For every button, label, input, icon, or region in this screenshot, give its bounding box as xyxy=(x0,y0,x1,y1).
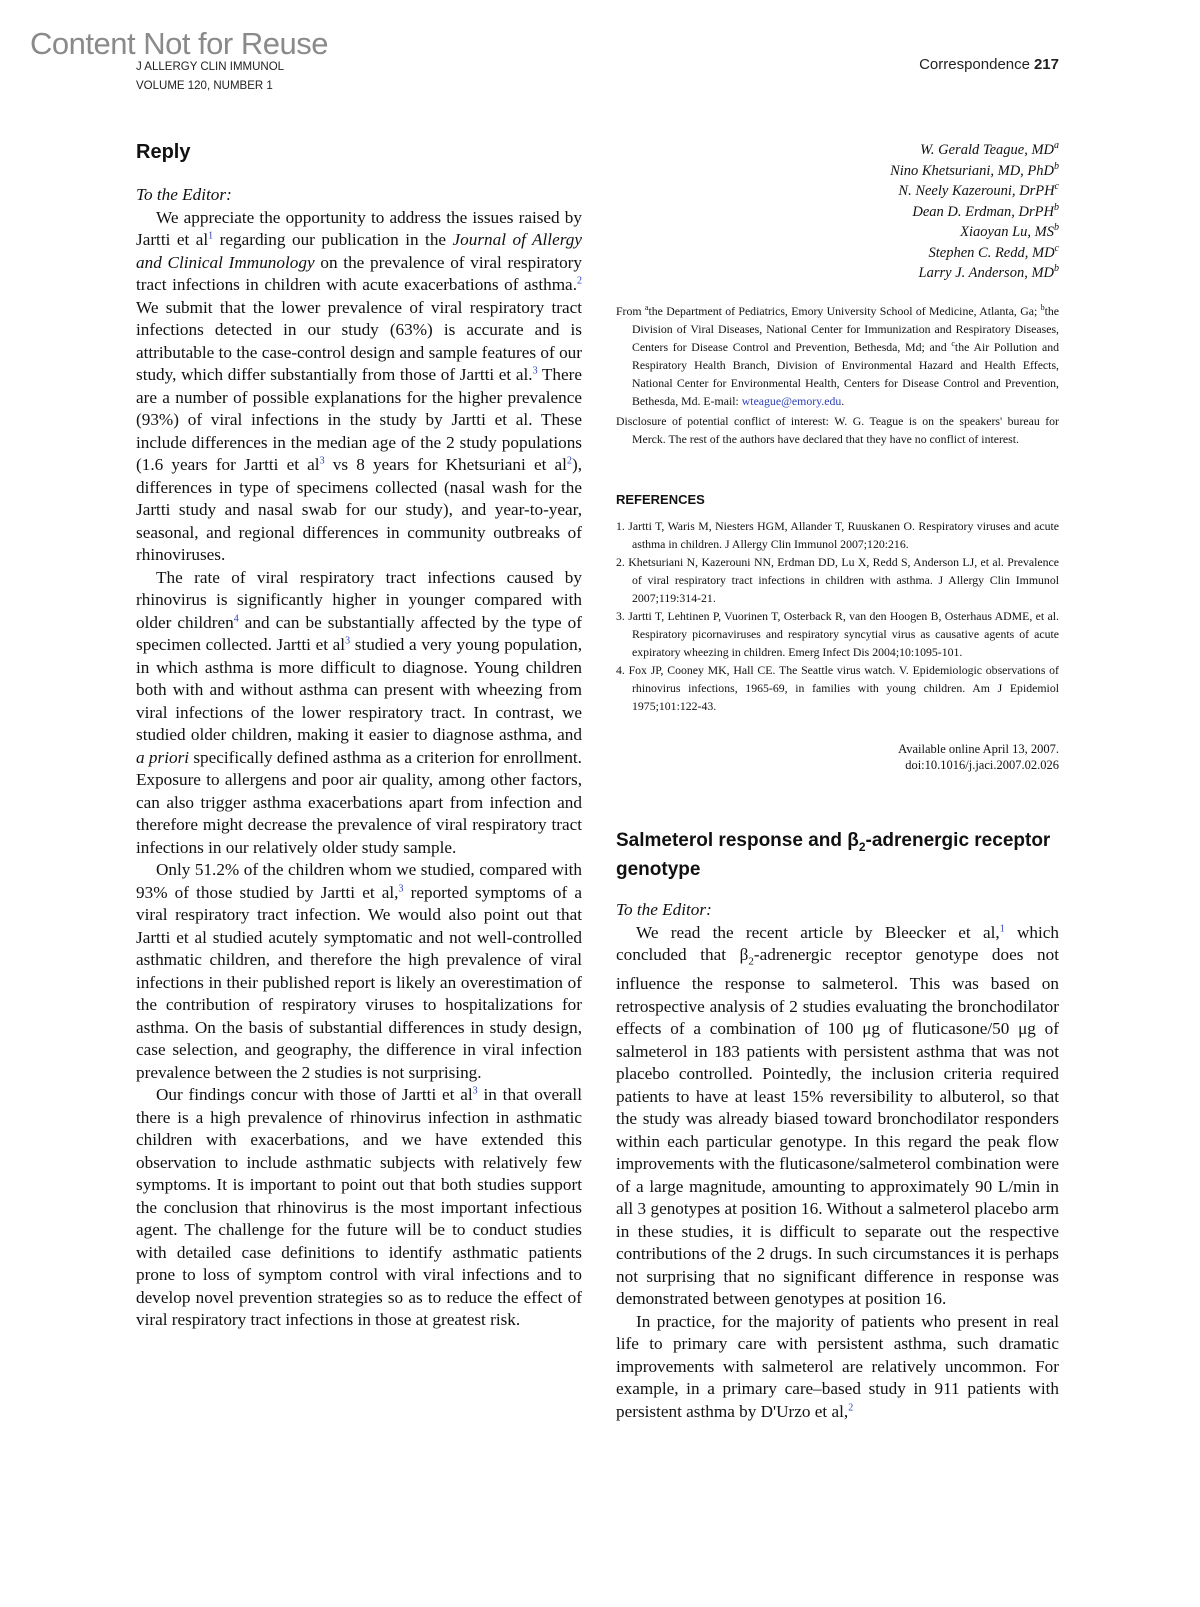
reference-item: 3. Jartti T, Lehtinen P, Vuorinen T, Osterback R, van den Hoogen B, Osterhaus ADME, et al. Respiratory picornaviruses and respiratory syncytial virus as causative agents of acute expiratory wheezing in children. Emerg Infect Dis 2004;10:1095-101. xyxy=(616,608,1059,659)
reference-item: 2. Khetsuriani N, Kazerouni NN, Erdman DD, Lu X, Redd S, Anderson LJ, et al. Prevalence of viral respiratory tract infections in children with asthma. J Allergy Clin Immunol 2007;119:314-21. xyxy=(616,554,1059,605)
author: Xiaoyan Lu, $MS^b$ xyxy=(960,222,1059,240)
section-name: Correspondence xyxy=(919,56,1030,73)
author: Larry J. Anderson, $MD^b$ xyxy=(918,263,1059,281)
conflict-disclosure: Disclosure of potential conflict of interest: W. G. Teague is on the speakers' bureau for Merck. The rest of the authors have declared that they have no conflict of interest. xyxy=(616,413,1059,446)
reply-paragraph-3: Only 51.2% of the children whom we studied, compared with 93% of those studied by Jartti et al,$^3$ reported symptoms of a viral respiratory tract infection. We would also point out that Jartti et al studied acutely symptomatic and not well-controlled asthmatic children, and therefore the high prevalence of viral infections in their published report is likely an overestimation of the contribution of respiratory viruses to hospitalizations for asthma. On the basis of substantial differences in study design, case selection, and geography, the difference in viral infection prevalence between the 2 studies is not surprising. xyxy=(136,860,582,1082)
citation-link[interactable]: 3 xyxy=(398,882,404,894)
page-number: 217 xyxy=(1033,56,1059,73)
letter2-paragraph-1: We read the recent article by Bleecker et al,$^1$ which concluded that $\beta_2$-adrenergic receptor genotype does not influence the response to salmeterol. This was based on retrospective analysis of 2 studies evaluating the bronchodilator effects of a combination of 100 μg of fluticasone/50 μg of salmeterol in 183 patients with persistent asthma that was not placebo controlled. Pointedly, the inclusion criteria required patients to have at least 15% reversibility to albuterol, so that the study was already biased toward bronchodilator responders within each particular genotype. In this regard the peak flow improvements with the fluticasone/salmeterol combination were of a large magnitude, amounting to approximately 90 L/min in all 3 genotypes at position 16. Without a salmeterol placebo arm in these studies, it is difficult to separate out the respective contributions of the 2 drugs. In such circumstances it is perhaps not surprising that no significant difference in response was demonstrated between genotypes at position 16. xyxy=(616,922,1059,1309)
author: Dean D. Erdman, DrPH$^b$ xyxy=(912,201,1059,220)
citation-link[interactable]: 3 xyxy=(472,1085,478,1097)
letter2-salutation: To the Editor: xyxy=(616,900,712,920)
available-online: Available online April 13, 2007. xyxy=(898,741,1059,756)
citation-link[interactable]: 2 xyxy=(566,455,572,467)
citation-link[interactable]: 1 xyxy=(208,230,214,242)
letter2-paragraph-2: In practice, for the majority of patients who present in real life to primary care with persistent asthma, such dramatic improvements with salmeterol are relatively uncommon. For example, in a primary care–based study in 911 patients with persistent asthma by D'Urzo et al,$^2$ xyxy=(616,1311,1059,1421)
letter2-body xyxy=(616,899,1059,1423)
citation-link[interactable]: 3 xyxy=(319,455,325,467)
affiliations: From $^a$the Department of Pediatrics, Emory University School of Medicine, Atlanta, Ga; $^b$the Division of Viral Diseases, National Center for Immunization and Respiratory Diseases, Centers for Disease Control and Prevention, Bethesda, Md; and $^c$the Air Pollution and Respiratory Health Branch, Division of Environmental Hazard and Health Effects, National Center for Environmental Health, Centers for Disease Control and Prevention, Bethesda, Md. E-mail: wteague@emory.edu. xyxy=(616,302,1059,408)
running-head-left xyxy=(136,58,284,96)
reply-paragraph-2: The rate of viral respiratory tract infections caused by rhinovirus is significantly higher in younger compared with older children$^4$ and can be substantially affected by the type of specimen collected. Jartti et $al^3$ studied a very young population, in which asthma is more difficult to diagnose. Young children both with and without asthma can present with wheezing from viral infections of the lower respiratory tract. In contrast, we studied older children, making it easier to diagnose asthma, and a priori specifically defined asthma as a criterion for enrollment. Exposure to allergens and poor air quality, among other factors, can also trigger asthma exacerbations apart from infection and therefore might decrease the prevalence of viral respiratory tract infections in our relatively older study sample. xyxy=(136,567,583,857)
reply-title: Reply xyxy=(136,141,191,163)
reference-item: 1. Jartti T, Waris M, Niesters HGM, Allander T, Ruuskanen O. Respiratory viruses and acute asthma in children. J Allergy Clin Immunol 2007;120:216. xyxy=(616,518,1059,551)
author: N. Neely Kazerouni, DrPH$^c$ xyxy=(898,181,1059,199)
author: W. Gerald Teague, $MD^a$ xyxy=(920,140,1059,158)
author-list xyxy=(616,140,1059,284)
doi: doi:10.1016/j.jaci.2007.02.026 xyxy=(905,757,1059,772)
author: Nino Khetsuriani, MD, PhD$^b$ xyxy=(890,160,1059,179)
watermark: Content Not for Reuse xyxy=(30,26,328,61)
citation-link[interactable]: 2 xyxy=(848,1402,854,1413)
availability-info xyxy=(616,741,1059,773)
right-column xyxy=(616,140,1059,1423)
citation-link[interactable]: 3 xyxy=(345,635,351,647)
reply-paragraph-1: We appreciate the opportunity to address the issues raised by Jartti et $al^1$ regarding our publication in the Journal of Allergy and Clinical Immunology on the prevalence of viral respiratory tract infections in children with acute exacerbations of asthma.$^2$ We submit that the lower prevalence of viral respiratory tract infections detected in our study (63%) is accurate and is attributable to the case-control design and sample features of our study, which differ substantially from those of Jartti et al.$^3$ There are a number of possible explanations for the higher prevalence (93%) of viral infections in the study by Jartti et al. These include differences in the median age of the 2 study populations (1.6 years for Jartti et $al^3$ vs 8 years for Khetsuriani et $al^2$), differences in type of specimens collected (nasal wash for the Jartti study and nasal swab for our study), and year-to-year, seasonal, and regional differences in community outbreaks of rhinoviruses. xyxy=(136,207,582,564)
reference-list xyxy=(616,517,1059,715)
reference-item: 4. Fox JP, Cooney MK, Hall CE. The Seattle virus watch. V. Epidemiologic observations of rhinovirus infections, 1965-69, in families with young children. Am J Epidemiol 1975;101:122-43. xyxy=(616,662,1059,713)
citation-link[interactable]: 1 xyxy=(999,923,1005,935)
citation-link[interactable]: 3 xyxy=(532,365,538,377)
reply-paragraph-4: Our findings concur with those of Jartti et $al^3$ in that overall there is a high prevalence of rhinovirus infection in asthmatic children with exacerbations, and we have extended this observation to include asthmatic subjects with relatively few symptoms. It is important to point out that both studies support the conclusion that rhinovirus is the most important infectious agent. The challenge for the future will be to conduct studies with detailed case definitions to identify asthmatic patients prone to loss of symptom control with viral infections and to develop novel prevention strategies so as to reduce the effect of viral respiratory tract infections in those at greatest risk. xyxy=(136,1085,582,1329)
citation-link[interactable]: 4 xyxy=(233,612,239,624)
email-link[interactable]: wteague@emory.edu xyxy=(741,393,842,408)
journal-abbrev: J ALLERGY CLIN IMMUNOL xyxy=(136,61,285,73)
left-column xyxy=(136,140,582,1332)
letter2-title: Salmeterol response and $\beta_2$-adrenergic receptor genotype xyxy=(616,829,1051,881)
author: Stephen C. Redd, $MD^c$ xyxy=(928,242,1059,261)
citation-link[interactable]: 2 xyxy=(577,275,582,287)
reply-salutation: To the Editor: xyxy=(136,185,232,204)
running-head-right xyxy=(919,56,1059,73)
references-heading: REFERENCES xyxy=(616,491,705,507)
volume-issue: VOLUME 120, NUMBER 1 xyxy=(136,80,273,92)
